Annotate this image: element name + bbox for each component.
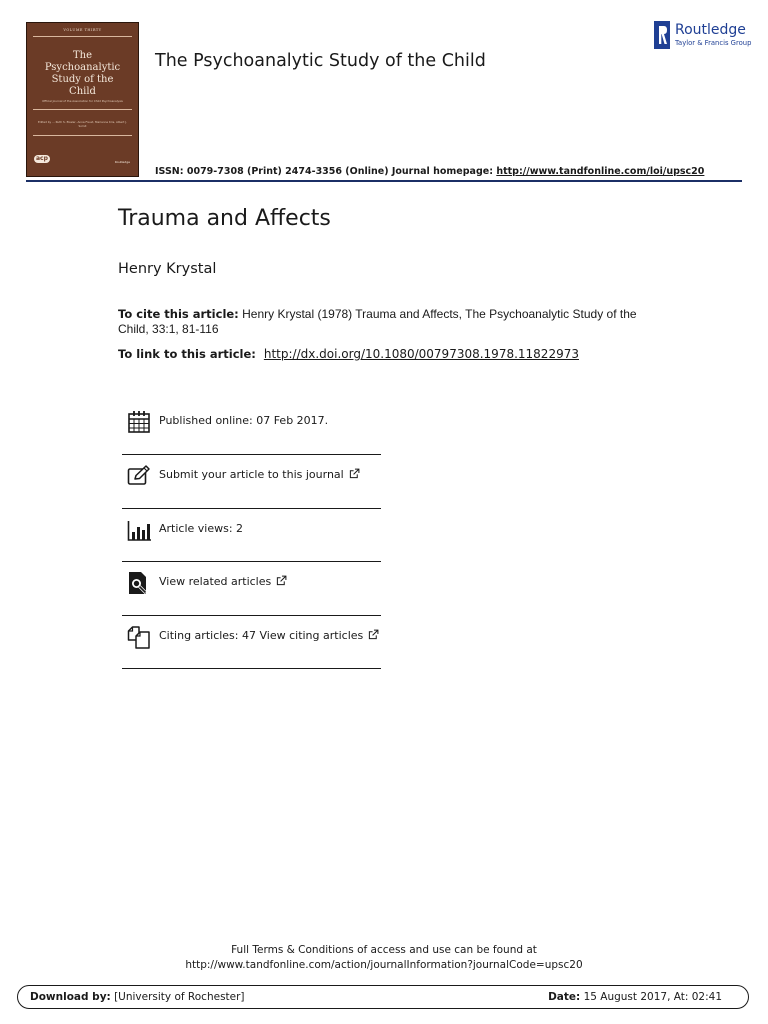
cover-editors: Edited by ... Ruth S. Eissler, Anna Freud, Marianne Kris, Albert J. Solnit [37,120,128,128]
related-articles-label: View related articles [159,575,272,588]
edit-icon [127,464,151,488]
external-link-icon [349,468,360,479]
published-online-row [122,402,381,455]
cite-label: To cite this article: [118,307,239,321]
submit-article-label: Submit your article to this journal [159,468,344,481]
published-online-text: Published online: 07 Feb 2017. [159,414,329,427]
terms-notice [0,943,768,973]
issn-text: ISSN: 0079-7308 (Print) 2474-3356 (Online) Journal homepage: [155,166,497,177]
citing-articles-label: Citing articles: 47 View citing articles [159,629,364,642]
download-by-value: [University of Rochester] [110,991,245,1003]
link-label: To link to this article: [118,347,260,361]
cover-subtitle: Official Journal of the Association for Child Psychoanalysis [42,99,123,103]
cite-text: Henry Krystal (1978) Trauma and Affects, The Psychoanalytic Study of the Child, 33:1, 81-116 [118,307,637,336]
terms-url[interactable]: http://www.tandfonline.com/action/journalInformation?journalCode=upsc20 [185,959,583,971]
download-by [30,991,245,1003]
cover-publisher-mark: Routledge [114,160,130,164]
article-link-line [118,347,579,361]
article-views-row [122,509,381,562]
article-author: Henry Krystal [118,261,217,277]
doi-link[interactable]: http://dx.doi.org/10.1080/00797308.1978.11822973 [263,347,579,361]
submit-article-link[interactable] [159,468,360,481]
submit-article-row[interactable] [122,455,381,509]
article-title: Trauma and Affects [118,206,331,231]
citation [118,307,638,337]
download-by-label: Download by: [30,991,111,1003]
date-value: 15 August 2017, At: 02:41 [580,991,722,1003]
publisher-logo [654,21,752,51]
terms-line-1: Full Terms & Conditions of access and use can be found at [231,944,537,956]
publisher-name: Routledge [675,22,746,38]
cover-title: The Psychoanalytic Study of the Child [44,50,121,97]
journal-homepage-link[interactable]: http://www.tandfonline.com/loi/upsc20 [496,166,705,177]
citing-articles-icon [127,625,151,649]
date-label: Date: [548,991,581,1003]
external-link-icon [276,575,287,586]
calendar-icon [127,410,151,434]
external-link-icon [368,629,379,640]
article-info-list [122,402,381,669]
citing-articles-row[interactable] [122,616,381,669]
cover-volume-label: VOLUME THIRTY [63,28,102,32]
routledge-logo-icon [654,21,670,49]
cover-acp-logo: acp [36,155,48,162]
header-divider [26,180,742,182]
related-articles-link[interactable] [159,575,287,588]
publisher-group: Taylor & Francis Group [675,39,752,47]
bar-chart-icon [127,518,151,542]
citing-articles-link[interactable] [159,629,379,642]
search-document-icon [127,571,151,595]
download-date [548,991,722,1003]
related-articles-row[interactable] [122,562,381,616]
issn-line [155,166,704,177]
article-views-text: Article views: 2 [159,522,244,535]
journal-title: The Psychoanalytic Study of the Child [155,51,486,71]
download-info-bar [17,985,749,1009]
journal-cover-image [26,22,139,177]
